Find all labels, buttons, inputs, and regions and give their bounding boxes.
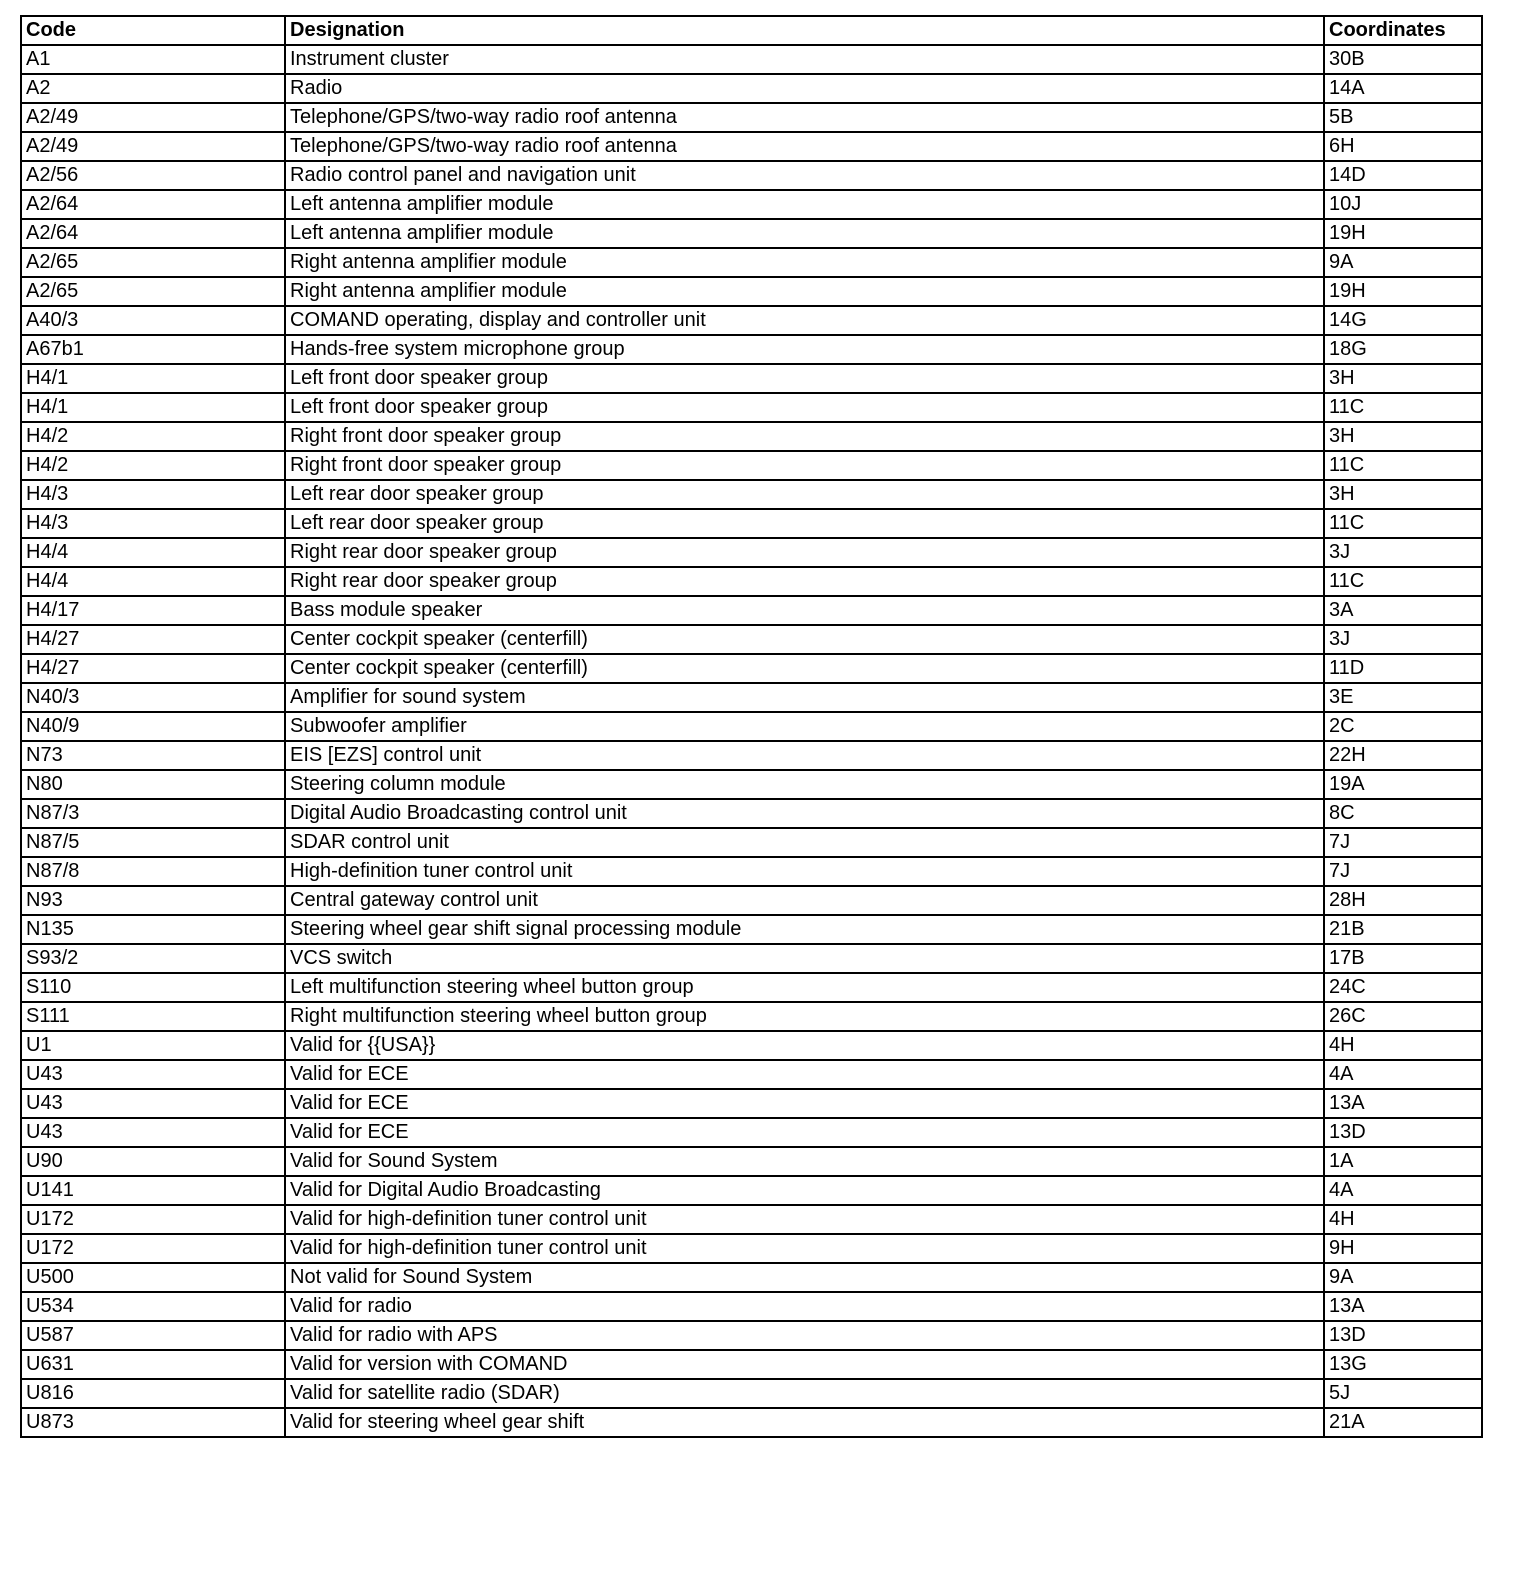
cell-designation: Valid for ECE <box>285 1089 1324 1118</box>
cell-designation: Valid for ECE <box>285 1060 1324 1089</box>
cell-code: N40/3 <box>21 683 285 712</box>
cell-code: N40/9 <box>21 712 285 741</box>
cell-coordinates: 3H <box>1324 364 1482 393</box>
cell-designation: Left front door speaker group <box>285 393 1324 422</box>
cell-designation: Valid for high-definition tuner control unit <box>285 1205 1324 1234</box>
cell-coordinates: 11C <box>1324 393 1482 422</box>
cell-code: N87/8 <box>21 857 285 886</box>
cell-coordinates: 22H <box>1324 741 1482 770</box>
table-row <box>21 712 1482 741</box>
cell-designation: COMAND operating, display and controller unit <box>285 306 1324 335</box>
cell-coordinates: 3H <box>1324 422 1482 451</box>
cell-code: H4/27 <box>21 654 285 683</box>
cell-designation: Valid for steering wheel gear shift <box>285 1408 1324 1437</box>
cell-coordinates: 21B <box>1324 915 1482 944</box>
cell-code: U172 <box>21 1205 285 1234</box>
table-row <box>21 480 1482 509</box>
cell-coordinates: 14A <box>1324 74 1482 103</box>
table-row <box>21 741 1482 770</box>
table-row <box>21 248 1482 277</box>
cell-coordinates: 3J <box>1324 538 1482 567</box>
cell-coordinates: 4A <box>1324 1060 1482 1089</box>
table-row <box>21 596 1482 625</box>
cell-designation: Left rear door speaker group <box>285 509 1324 538</box>
cell-code: U90 <box>21 1147 285 1176</box>
cell-designation: Bass module speaker <box>285 596 1324 625</box>
cell-designation: Valid for ECE <box>285 1118 1324 1147</box>
cell-code: H4/2 <box>21 451 285 480</box>
cell-coordinates: 4A <box>1324 1176 1482 1205</box>
cell-code: S93/2 <box>21 944 285 973</box>
cell-code: A40/3 <box>21 306 285 335</box>
cell-designation: Left multifunction steering wheel button group <box>285 973 1324 1002</box>
cell-designation: Amplifier for sound system <box>285 683 1324 712</box>
table-row <box>21 103 1482 132</box>
table-row <box>21 45 1482 74</box>
cell-code: U43 <box>21 1118 285 1147</box>
cell-designation: Right front door speaker group <box>285 451 1324 480</box>
cell-designation: Telephone/GPS/two-way radio roof antenna <box>285 103 1324 132</box>
cell-designation: Instrument cluster <box>285 45 1324 74</box>
cell-designation: Valid for Digital Audio Broadcasting <box>285 1176 1324 1205</box>
table-row <box>21 683 1482 712</box>
table-body <box>21 45 1482 1437</box>
component-legend <box>20 15 1483 1438</box>
cell-coordinates: 9A <box>1324 248 1482 277</box>
cell-code: N80 <box>21 770 285 799</box>
cell-code: H4/4 <box>21 567 285 596</box>
cell-code: U141 <box>21 1176 285 1205</box>
cell-designation: Valid for radio <box>285 1292 1324 1321</box>
cell-coordinates: 17B <box>1324 944 1482 973</box>
table-row <box>21 74 1482 103</box>
cell-coordinates: 21A <box>1324 1408 1482 1437</box>
cell-coordinates: 19A <box>1324 770 1482 799</box>
table-row <box>21 944 1482 973</box>
cell-code: A2/65 <box>21 277 285 306</box>
table-row <box>21 1321 1482 1350</box>
table-row <box>21 451 1482 480</box>
cell-coordinates: 9A <box>1324 1263 1482 1292</box>
cell-coordinates: 11C <box>1324 509 1482 538</box>
cell-coordinates: 14G <box>1324 306 1482 335</box>
cell-code: U500 <box>21 1263 285 1292</box>
cell-coordinates: 3H <box>1324 480 1482 509</box>
table-row <box>21 857 1482 886</box>
cell-code: U816 <box>21 1379 285 1408</box>
cell-coordinates: 13G <box>1324 1350 1482 1379</box>
cell-coordinates: 8C <box>1324 799 1482 828</box>
cell-code: A2/65 <box>21 248 285 277</box>
cell-coordinates: 30B <box>1324 45 1482 74</box>
table-row <box>21 161 1482 190</box>
table-row <box>21 509 1482 538</box>
cell-coordinates: 3A <box>1324 596 1482 625</box>
column-header-code: Code <box>21 16 285 45</box>
table-row <box>21 567 1482 596</box>
cell-code: U873 <box>21 1408 285 1437</box>
cell-code: H4/1 <box>21 364 285 393</box>
cell-designation: Right antenna amplifier module <box>285 248 1324 277</box>
table-row <box>21 306 1482 335</box>
cell-designation: Center cockpit speaker (centerfill) <box>285 625 1324 654</box>
cell-code: U534 <box>21 1292 285 1321</box>
cell-coordinates: 2C <box>1324 712 1482 741</box>
table-row <box>21 1292 1482 1321</box>
cell-code: N87/3 <box>21 799 285 828</box>
table-row <box>21 886 1482 915</box>
table-row <box>21 364 1482 393</box>
cell-code: U631 <box>21 1350 285 1379</box>
table-row <box>21 770 1482 799</box>
cell-code: A2 <box>21 74 285 103</box>
cell-coordinates: 7J <box>1324 828 1482 857</box>
cell-designation: Left front door speaker group <box>285 364 1324 393</box>
cell-code: N87/5 <box>21 828 285 857</box>
cell-code: U172 <box>21 1234 285 1263</box>
cell-designation: Right multifunction steering wheel button group <box>285 1002 1324 1031</box>
cell-coordinates: 14D <box>1324 161 1482 190</box>
cell-designation: Right antenna amplifier module <box>285 277 1324 306</box>
table-row <box>21 1147 1482 1176</box>
cell-code: A2/49 <box>21 103 285 132</box>
table-row <box>21 1350 1482 1379</box>
cell-coordinates: 19H <box>1324 277 1482 306</box>
cell-designation: Subwoofer amplifier <box>285 712 1324 741</box>
cell-coordinates: 10J <box>1324 190 1482 219</box>
cell-coordinates: 13D <box>1324 1118 1482 1147</box>
cell-code: U587 <box>21 1321 285 1350</box>
cell-code: A2/64 <box>21 219 285 248</box>
cell-code: U1 <box>21 1031 285 1060</box>
cell-designation: Valid for {{USA}} <box>285 1031 1324 1060</box>
cell-coordinates: 5B <box>1324 103 1482 132</box>
cell-designation: Steering wheel gear shift signal processing module <box>285 915 1324 944</box>
cell-coordinates: 18G <box>1324 335 1482 364</box>
cell-code: A67b1 <box>21 335 285 364</box>
component-table <box>20 15 1483 1438</box>
table-row <box>21 1002 1482 1031</box>
cell-code: H4/27 <box>21 625 285 654</box>
cell-code: H4/2 <box>21 422 285 451</box>
table-row <box>21 1031 1482 1060</box>
cell-designation: Radio control panel and navigation unit <box>285 161 1324 190</box>
cell-coordinates: 11C <box>1324 567 1482 596</box>
cell-designation: Radio <box>285 74 1324 103</box>
cell-designation: Valid for Sound System <box>285 1147 1324 1176</box>
cell-designation: Right front door speaker group <box>285 422 1324 451</box>
cell-coordinates: 11C <box>1324 451 1482 480</box>
table-row <box>21 1118 1482 1147</box>
cell-coordinates: 4H <box>1324 1031 1482 1060</box>
cell-coordinates: 6H <box>1324 132 1482 161</box>
cell-code: A2/56 <box>21 161 285 190</box>
cell-code: A2/49 <box>21 132 285 161</box>
cell-designation: Hands-free system microphone group <box>285 335 1324 364</box>
table-row <box>21 625 1482 654</box>
cell-coordinates: 28H <box>1324 886 1482 915</box>
table-row <box>21 654 1482 683</box>
cell-designation: Central gateway control unit <box>285 886 1324 915</box>
table-row <box>21 132 1482 161</box>
cell-code: H4/4 <box>21 538 285 567</box>
cell-designation: Valid for version with COMAND <box>285 1350 1324 1379</box>
table-row <box>21 335 1482 364</box>
cell-coordinates: 7J <box>1324 857 1482 886</box>
table-row <box>21 1379 1482 1408</box>
cell-designation: Digital Audio Broadcasting control unit <box>285 799 1324 828</box>
cell-designation: EIS [EZS] control unit <box>285 741 1324 770</box>
cell-designation: SDAR control unit <box>285 828 1324 857</box>
cell-coordinates: 4H <box>1324 1205 1482 1234</box>
cell-coordinates: 9H <box>1324 1234 1482 1263</box>
table-row <box>21 799 1482 828</box>
cell-code: N93 <box>21 886 285 915</box>
cell-code: U43 <box>21 1060 285 1089</box>
table-row <box>21 393 1482 422</box>
cell-coordinates: 11D <box>1324 654 1482 683</box>
cell-coordinates: 3E <box>1324 683 1482 712</box>
cell-code: A2/64 <box>21 190 285 219</box>
cell-designation: Left antenna amplifier module <box>285 190 1324 219</box>
column-header-designation: Designation <box>285 16 1324 45</box>
table-header-row <box>21 16 1482 45</box>
cell-designation: Valid for radio with APS <box>285 1321 1324 1350</box>
cell-designation: Left antenna amplifier module <box>285 219 1324 248</box>
table-row <box>21 422 1482 451</box>
cell-designation: Valid for high-definition tuner control unit <box>285 1234 1324 1263</box>
cell-coordinates: 3J <box>1324 625 1482 654</box>
table-row <box>21 1205 1482 1234</box>
table-row <box>21 973 1482 1002</box>
table-row <box>21 1089 1482 1118</box>
table-row <box>21 219 1482 248</box>
cell-coordinates: 26C <box>1324 1002 1482 1031</box>
cell-code: A1 <box>21 45 285 74</box>
cell-designation: Not valid for Sound System <box>285 1263 1324 1292</box>
column-header-coordinates: Coordinates <box>1324 16 1482 45</box>
cell-designation: VCS switch <box>285 944 1324 973</box>
cell-designation: Right rear door speaker group <box>285 567 1324 596</box>
table-row <box>21 828 1482 857</box>
cell-designation: Steering column module <box>285 770 1324 799</box>
cell-designation: Right rear door speaker group <box>285 538 1324 567</box>
cell-designation: High-definition tuner control unit <box>285 857 1324 886</box>
cell-code: U43 <box>21 1089 285 1118</box>
table-row <box>21 1234 1482 1263</box>
table-row <box>21 277 1482 306</box>
table-row <box>21 1263 1482 1292</box>
table-row <box>21 190 1482 219</box>
cell-coordinates: 13A <box>1324 1089 1482 1118</box>
cell-code: H4/1 <box>21 393 285 422</box>
table-row <box>21 538 1482 567</box>
cell-coordinates: 1A <box>1324 1147 1482 1176</box>
cell-code: H4/17 <box>21 596 285 625</box>
cell-code: N73 <box>21 741 285 770</box>
cell-coordinates: 5J <box>1324 1379 1482 1408</box>
cell-code: N135 <box>21 915 285 944</box>
table-row <box>21 1408 1482 1437</box>
cell-code: S111 <box>21 1002 285 1031</box>
cell-coordinates: 13A <box>1324 1292 1482 1321</box>
cell-code: H4/3 <box>21 480 285 509</box>
cell-code: S110 <box>21 973 285 1002</box>
cell-coordinates: 13D <box>1324 1321 1482 1350</box>
table-row <box>21 1060 1482 1089</box>
table-row <box>21 915 1482 944</box>
cell-code: H4/3 <box>21 509 285 538</box>
cell-designation: Center cockpit speaker (centerfill) <box>285 654 1324 683</box>
cell-designation: Left rear door speaker group <box>285 480 1324 509</box>
cell-designation: Valid for satellite radio (SDAR) <box>285 1379 1324 1408</box>
table-row <box>21 1176 1482 1205</box>
cell-designation: Telephone/GPS/two-way radio roof antenna <box>285 132 1324 161</box>
cell-coordinates: 24C <box>1324 973 1482 1002</box>
cell-coordinates: 19H <box>1324 219 1482 248</box>
